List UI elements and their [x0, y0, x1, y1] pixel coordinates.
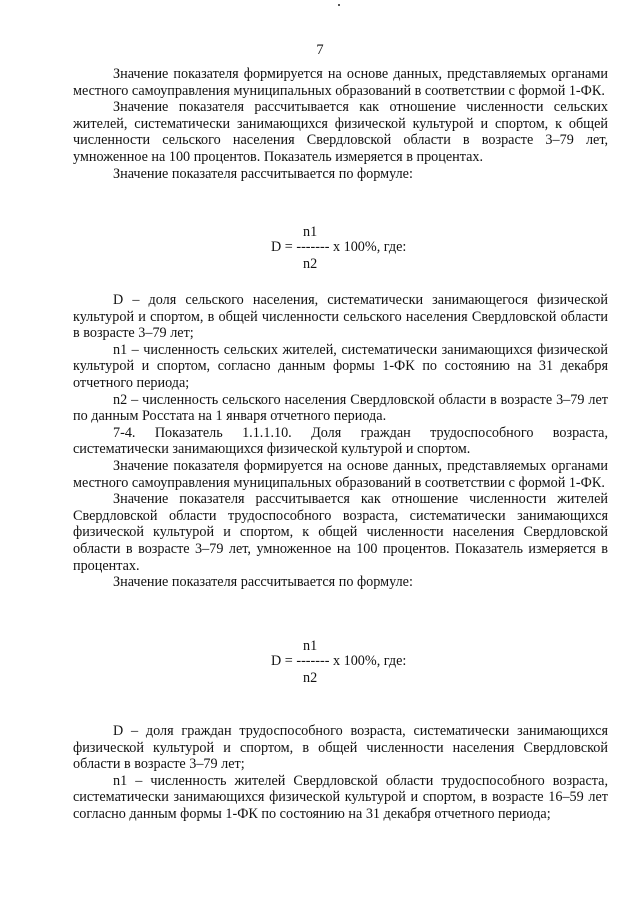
- formula-equation: D = ------- x 100%, где:: [271, 239, 407, 255]
- formula-equation: D = ------- x 100%, где:: [271, 653, 407, 669]
- page-number: 7: [316, 42, 324, 58]
- paragraph: 7-4. Показатель 1.1.1.10. Доля граждан трудоспособного возраста, систематически занимающихся физической культурой и спортом.: [73, 424, 608, 458]
- paragraph: Значение показателя формируется на основе данных, представляемых органами местного самоуправления муниципальных образований в соответствии с формой 1-ФК.: [73, 66, 608, 99]
- formula-numerator: n1: [303, 224, 318, 240]
- text-block-3: [73, 723, 608, 823]
- paragraph: Значение показателя формируется на основе данных, представляемых органами местного самоуправления муниципальных образований в соответствии с формой 1-ФК.: [73, 457, 608, 491]
- paragraph: Значение показателя рассчитывается по формуле:: [113, 165, 413, 182]
- text-block-1: [73, 66, 608, 182]
- paragraph: D – доля граждан трудоспособного возраста, систематически занимающихся физической культурой и спортом, в общей численности населения Свердловской области в возрасте 3–79 лет;: [73, 723, 608, 773]
- paragraph: n1 – численность сельских жителей, систематически занимающихся физической культурой и спортом, согласно данным формы 1-ФК по состоянию на 31 декабря отчетного периода;: [73, 341, 608, 391]
- scan-dot: [338, 4, 340, 6]
- formula-denominator: n2: [303, 670, 318, 686]
- paragraph: n1 – численность жителей Свердловской области трудоспособного возраста, систематически занимающихся физической культурой и спортом, в возрасте 16–59 лет согласно данным формы 1-ФК по состоянию на 31 декабря отчетного периода;: [73, 772, 608, 822]
- paragraph: Значение показателя рассчитывается как отношение численности жителей Свердловской области трудоспособного возраста, систематически занимающихся физической культурой и спортом, к общей численности населения Свердловской области в возрасте 3–79 лет, умноженное на 100 процентов. Показатель измеряется в процентах.: [73, 491, 608, 574]
- text-block-2: [73, 292, 608, 591]
- paragraph: Значение показателя рассчитывается как отношение численности сельских жителей, систематически занимающихся физической культурой и спортом, к общей численности сельского населения Свердловской области в возрасте 3–79 лет, умноженное на 100 процентов. Показатель измеряется в процентах.: [73, 99, 608, 165]
- formula-denominator: n2: [303, 256, 318, 272]
- paragraph: D – доля сельского населения, систематически занимающегося физической культурой и спортом, в общей численности сельского населения Свердловской области в возрасте 3–79 лет;: [73, 292, 608, 342]
- formula-numerator: n1: [303, 638, 318, 654]
- paragraph: Значение показателя рассчитывается по формуле:: [113, 574, 413, 591]
- paragraph: n2 – численность сельского населения Свердловской области в возрасте 3–79 лет по данным Росстата на 1 января отчетного периода.: [73, 391, 608, 425]
